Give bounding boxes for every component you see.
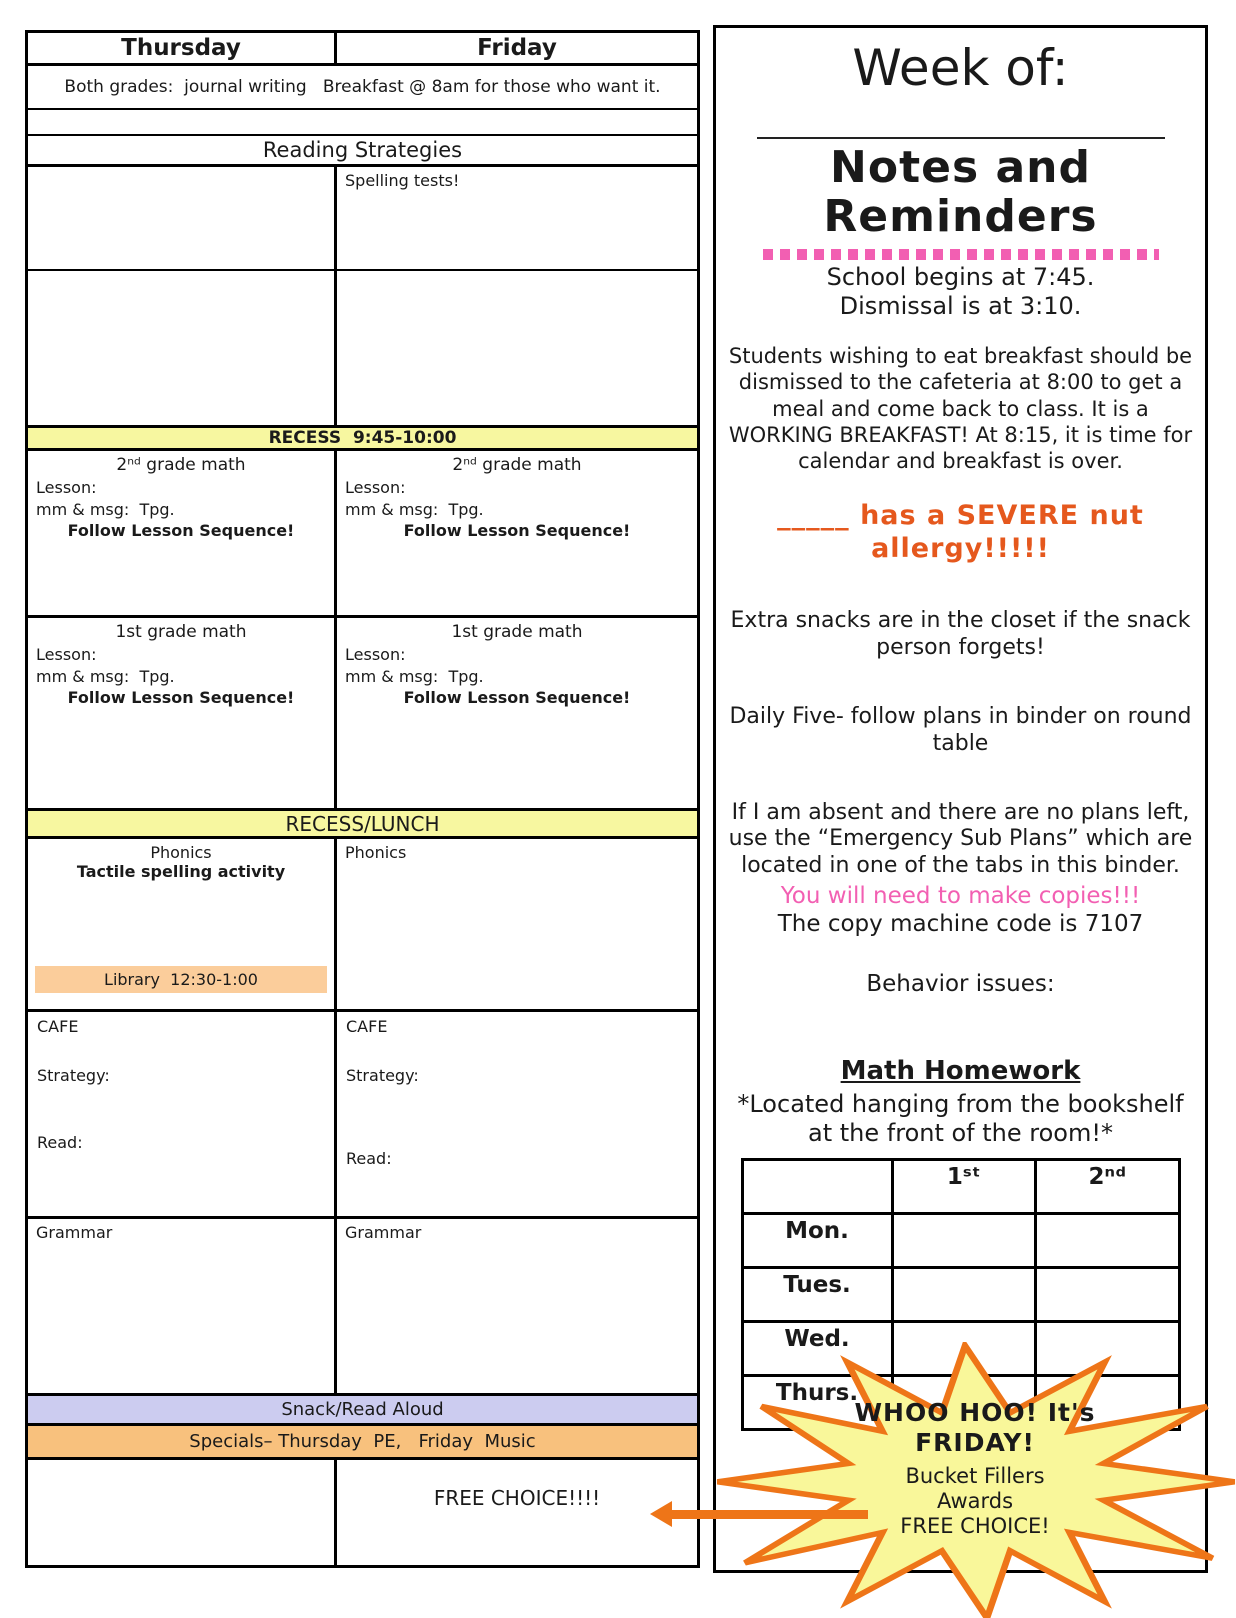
- week-of-title: Week of:: [852, 39, 1069, 97]
- notes-reminders-title: Notes and Reminders: [823, 142, 1098, 243]
- hw-cell-tues-2nd: [1037, 1269, 1178, 1320]
- bottom-row: [28, 1460, 697, 1565]
- dismissal-note: Dismissal is at 3:10.: [839, 291, 1082, 320]
- second-grade-math-row: [28, 451, 697, 618]
- phonics-label: Phonics: [345, 843, 407, 862]
- bucket-fillers-note: Bucket Fillers: [905, 1464, 1045, 1488]
- lesson-plan-table: [25, 30, 700, 1568]
- friday-phonics-cell: [337, 839, 697, 1009]
- first-grade-math-row: [28, 618, 697, 811]
- hw-row-label-thurs: Thurs.: [744, 1377, 891, 1428]
- day-header-row: [28, 33, 697, 66]
- awards-note: Awards: [936, 1489, 1014, 1514]
- hw-row-label-wed: Wed.: [744, 1323, 891, 1374]
- strategy-label: Strategy:: [37, 1066, 110, 1085]
- mm-msg-label: mm & msg: Tpg.: [36, 666, 175, 686]
- spelling-tests-note: Spelling tests!: [345, 171, 460, 190]
- thursday-grammar-cell: [28, 1219, 337, 1393]
- cafe-label: CAFE: [346, 1017, 388, 1036]
- grammar-row: [28, 1219, 697, 1396]
- free-choice-note: FREE CHOICE!!!!: [433, 1486, 601, 1510]
- snack-bar: [28, 1396, 697, 1426]
- math-title: 1st grade math: [115, 622, 247, 642]
- recess-lunch-bar: [28, 811, 697, 839]
- free-choice-star-note: FREE CHOICE!: [900, 1514, 1050, 1539]
- hw-header-1st: 1ˢᵗ: [894, 1161, 1035, 1212]
- friday-bottom-cell: [337, 1460, 697, 1565]
- recess-lunch-label: RECESS/LUNCH: [285, 811, 440, 836]
- sequence-note: Follow Lesson Sequence!: [67, 688, 295, 708]
- specials-bar: [28, 1426, 697, 1460]
- notes-panel: [713, 25, 1208, 1573]
- behavior-issues-label: Behavior issues:: [866, 971, 1055, 998]
- friday-reading-cell: [337, 167, 697, 269]
- both-grades-row: [28, 66, 697, 110]
- grammar-label: Grammar: [345, 1223, 422, 1242]
- thursday-reading-cell-2: [28, 271, 337, 425]
- whoo-hoo-friday-note: WHOO HOO! It's FRIDAY!: [854, 1398, 1096, 1457]
- hw-header-2nd: 2ⁿᵈ: [1037, 1161, 1178, 1212]
- nut-allergy-warning: _____ has a SEVERE nut allergy!!!!!: [777, 500, 1144, 565]
- read-label: Read:: [346, 1149, 392, 1168]
- lesson-label: Lesson:: [345, 644, 406, 664]
- math-title: 2ⁿᵈ grade math: [452, 455, 582, 475]
- make-copies-note: You will need to make copies!!!: [780, 882, 1141, 909]
- sequence-note: Follow Lesson Sequence!: [403, 521, 631, 541]
- friday-grammar-cell: [337, 1219, 697, 1393]
- breakfast-paragraph: Students wishing to eat breakfast should be dismissed to the cafeteria at 8:00 to get a meal and come back to class. It is a WORKING BREAKFAST! At 8:15, it is time for calendar and breakfast is over.: [728, 344, 1193, 474]
- extra-snacks-note: Extra snacks are in the closet if the snack person forgets!: [730, 608, 1191, 661]
- friday-1st-math-cell: [337, 618, 697, 808]
- mm-msg-label: mm & msg: Tpg.: [36, 499, 175, 519]
- reading-row-1: [28, 167, 697, 271]
- day-header-thursday: Thursday: [28, 33, 337, 63]
- mm-msg-label: mm & msg: Tpg.: [345, 499, 484, 519]
- grammar-label: Grammar: [36, 1223, 113, 1242]
- cafe-label: CAFE: [37, 1017, 79, 1036]
- sequence-note: Follow Lesson Sequence!: [403, 688, 631, 708]
- friday-reading-cell-2: [337, 271, 697, 425]
- friday-2nd-math-cell: [337, 451, 697, 615]
- read-label: Read:: [37, 1133, 83, 1152]
- recess-bar: [28, 428, 697, 451]
- mm-msg-label: mm & msg: Tpg.: [345, 666, 484, 686]
- phonics-row: [28, 839, 697, 1012]
- math-homework-subtitle: *Located hanging from the bookshelf at the front of the room!*: [737, 1089, 1184, 1148]
- thursday-bottom-cell: [28, 1460, 337, 1565]
- thursday-2nd-math-cell: [28, 451, 337, 615]
- library-time-bar: Library 12:30-1:00: [35, 966, 327, 993]
- hw-row-label-mon: Mon.: [744, 1215, 891, 1266]
- friday-cafe-cell: [337, 1012, 697, 1216]
- tactile-activity-note: Tactile spelling activity: [76, 862, 286, 881]
- recess-label: RECESS 9:45-10:00: [268, 428, 457, 448]
- math-homework-title: Math Homework: [840, 1056, 1081, 1087]
- day-header-friday: Friday: [477, 35, 557, 61]
- reading-row-2: [28, 271, 697, 428]
- hw-cell-mon-2nd: [1037, 1215, 1178, 1266]
- thursday-phonics-cell: [28, 839, 337, 1009]
- daily-five-note: Daily Five- follow plans in binder on round table: [729, 703, 1192, 756]
- thursday-1st-math-cell: [28, 618, 337, 808]
- school-begins-note: School begins at 7:45.: [826, 262, 1095, 291]
- lesson-label: Lesson:: [36, 644, 97, 664]
- specials-label: Specials– Thursday PE, Friday Music: [189, 1431, 536, 1452]
- both-grades-note: Both grades: journal writing Breakfast @ 8am for those who want it.: [64, 77, 661, 97]
- snack-label: Snack/Read Aloud: [281, 1399, 444, 1420]
- hw-cell-mon-1st: [894, 1215, 1035, 1266]
- thursday-cafe-cell: [28, 1012, 337, 1216]
- hw-row-label-tues: Tues.: [744, 1269, 891, 1320]
- reading-strategies-label: Reading Strategies: [262, 138, 463, 162]
- thursday-reading-cell: [28, 167, 337, 269]
- hw-header-blank: [744, 1161, 891, 1212]
- starburst-text: [795, 1398, 1155, 1540]
- empty-row: [28, 110, 697, 136]
- copy-code-note: The copy machine code is 7107: [777, 911, 1144, 938]
- lesson-label: Lesson:: [36, 477, 97, 497]
- pink-dashed-divider: [763, 249, 1159, 260]
- sequence-note: Follow Lesson Sequence!: [67, 521, 295, 541]
- reading-strategies-row: [28, 136, 697, 167]
- arrow-head: [650, 1501, 672, 1527]
- absent-note: If I am absent and there are no plans left, use the “Emergency Sub Plans” which are located in one of the tabs in this binder.: [728, 799, 1193, 879]
- math-title: 1st grade math: [451, 622, 583, 642]
- week-of-blank-line: [757, 135, 1165, 139]
- phonics-label: Phonics: [150, 843, 212, 862]
- hw-cell-tues-1st: [894, 1269, 1035, 1320]
- math-title: 2ⁿᵈ grade math: [116, 455, 246, 475]
- strategy-label: Strategy:: [346, 1066, 419, 1085]
- cafe-row: [28, 1012, 697, 1219]
- lesson-label: Lesson:: [345, 477, 406, 497]
